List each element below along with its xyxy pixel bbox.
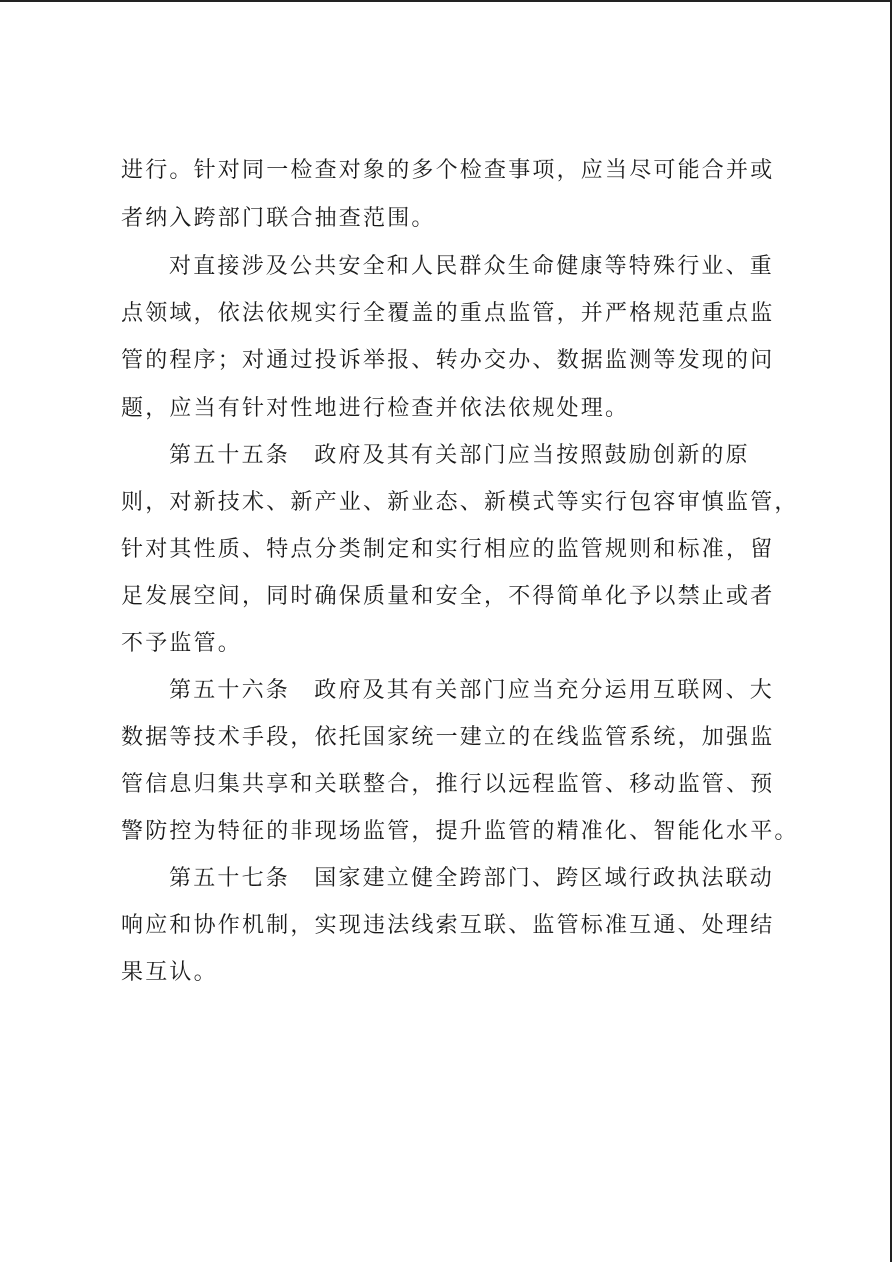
text-line: 不予监管。	[121, 631, 243, 656]
top-border-line	[0, 0, 892, 2]
article-56-line: 第五十六条 政府及其有关部门应当充分运用互联网、大	[169, 678, 775, 703]
text-line: 足发展空间，同时确保质量和安全，不得简单化予以禁止或者	[121, 584, 775, 609]
article-57-line: 第五十七条 国家建立健全跨部门、跨区域行政执法联动	[169, 866, 775, 891]
text-line: 题，应当有针对性地进行检查并依法依规处理。	[121, 396, 630, 421]
text-line: 数据等技术手段，依托国家统一建立的在线监管系统，加强监	[121, 725, 775, 750]
text-line: 针对其性质、特点分类制定和实行相应的监管规则和标准，留	[121, 537, 775, 562]
text-line: 点领域，依法依规实行全覆盖的重点监管，并严格规范重点监	[121, 301, 775, 326]
text-line: 响应和协作机制，实现违法线索互联、监管标准互通、处理结	[121, 913, 775, 938]
text-line: 则，对新技术、新产业、新业态、新模式等实行包容审慎监管，	[121, 490, 799, 515]
text-line: 对直接涉及公共安全和人民群众生命健康等特殊行业、重	[169, 254, 775, 279]
text-line: 警防控为特征的非现场监管，提升监管的精准化、智能化水平。	[121, 819, 799, 844]
text-line: 进行。针对同一检查对象的多个检查事项，应当尽可能合并或	[121, 158, 775, 183]
text-line: 者纳入跨部门联合抽查范围。	[121, 206, 436, 231]
article-55-line: 第五十五条 政府及其有关部门应当按照鼓励创新的原	[169, 443, 750, 468]
text-line: 管信息归集共享和关联整合，推行以远程监管、移动监管、预	[121, 772, 775, 797]
text-line: 果互认。	[121, 960, 218, 985]
text-line: 管的程序；对通过投诉举报、转办交办、数据监测等发现的问	[121, 348, 775, 373]
